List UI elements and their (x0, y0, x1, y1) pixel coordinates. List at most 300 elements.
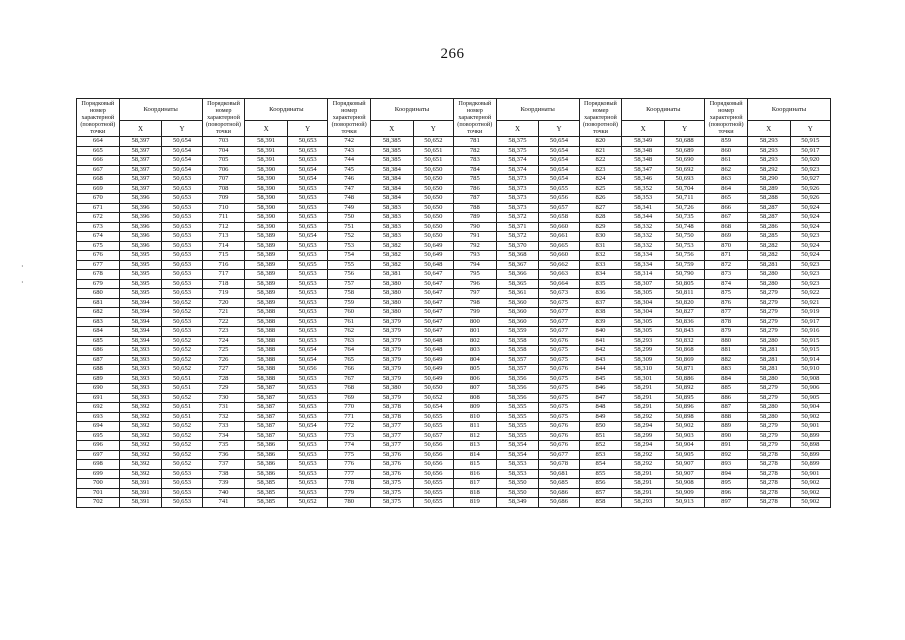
table-row (77, 422, 831, 432)
x-coordinate-cell: 58,281 (747, 365, 790, 375)
y-coordinate-cell: 50,650 (413, 175, 453, 185)
y-coordinate-cell: 50,676 (539, 422, 579, 432)
point-number-cell: 666 (77, 156, 120, 166)
y-coordinate-cell: 50,901 (790, 469, 830, 479)
y-coordinate-cell: 50,654 (413, 403, 453, 413)
x-coordinate-cell: 58,355 (496, 431, 539, 441)
x-coordinate-cell: 58,392 (119, 460, 162, 470)
point-number-cell: 730 (202, 393, 245, 403)
x-coordinate-cell: 58,394 (119, 308, 162, 318)
table-row (77, 479, 831, 489)
y-coordinate-cell: 50,675 (539, 374, 579, 384)
y-coordinate-cell: 50,827 (664, 308, 704, 318)
point-number-cell: 664 (77, 137, 120, 147)
x-coordinate-cell: 58,365 (496, 279, 539, 289)
y-coordinate-cell: 50,924 (790, 203, 830, 213)
y-coordinate-cell: 50,652 (162, 336, 202, 346)
x-coordinate-cell: 58,360 (496, 298, 539, 308)
x-coordinate-cell: 58,384 (370, 184, 413, 194)
coordinates-table (76, 98, 831, 508)
point-number-cell: 836 (579, 289, 622, 299)
x-coordinate-cell: 58,279 (747, 298, 790, 308)
x-coordinate-cell: 58,392 (119, 403, 162, 413)
point-number-cell: 744 (328, 156, 371, 166)
point-number-cell: 816 (453, 469, 496, 479)
y-coordinate-cell: 50,678 (539, 460, 579, 470)
point-number-cell: 809 (453, 403, 496, 413)
y-coordinate-cell: 50,650 (413, 232, 453, 242)
point-number-cell: 803 (453, 346, 496, 356)
x-coordinate-cell: 58,396 (119, 241, 162, 251)
y-coordinate-cell: 50,673 (539, 289, 579, 299)
x-coordinate-cell: 58,392 (119, 431, 162, 441)
point-number-cell: 681 (77, 298, 120, 308)
x-coordinate-cell: 58,384 (370, 165, 413, 175)
point-number-cell: 743 (328, 146, 371, 156)
table-row (77, 469, 831, 479)
header-point-number: Порядковый номер характерной (поворотной) точки (579, 99, 622, 137)
point-number-cell: 798 (453, 298, 496, 308)
x-coordinate-cell: 58,279 (747, 431, 790, 441)
x-coordinate-cell: 58,390 (245, 213, 288, 223)
y-coordinate-cell: 50,652 (162, 441, 202, 451)
x-coordinate-cell: 58,378 (370, 412, 413, 422)
header-x: X (622, 121, 665, 137)
y-coordinate-cell: 50,693 (664, 175, 704, 185)
point-number-cell: 848 (579, 403, 622, 413)
point-number-cell: 742 (328, 137, 371, 147)
header-y: Y (288, 121, 328, 137)
point-number-cell: 884 (705, 374, 748, 384)
point-number-cell: 731 (202, 403, 245, 413)
point-number-cell: 875 (705, 289, 748, 299)
x-coordinate-cell: 58,294 (622, 441, 665, 451)
x-coordinate-cell: 58,384 (370, 194, 413, 204)
y-coordinate-cell: 50,649 (413, 241, 453, 251)
y-coordinate-cell: 50,653 (288, 194, 328, 204)
x-coordinate-cell: 58,396 (119, 222, 162, 232)
x-coordinate-cell: 58,386 (245, 469, 288, 479)
x-coordinate-cell: 58,392 (119, 450, 162, 460)
point-number-cell: 791 (453, 232, 496, 242)
point-number-cell: 773 (328, 431, 371, 441)
point-number-cell: 671 (77, 203, 120, 213)
point-number-cell: 824 (579, 175, 622, 185)
y-coordinate-cell: 50,654 (162, 165, 202, 175)
point-number-cell: 711 (202, 213, 245, 223)
x-coordinate-cell: 58,287 (747, 213, 790, 223)
y-coordinate-cell: 50,653 (162, 194, 202, 204)
x-coordinate-cell: 58,393 (119, 365, 162, 375)
y-coordinate-cell: 50,653 (162, 279, 202, 289)
header-y: Y (413, 121, 453, 137)
x-coordinate-cell: 58,334 (622, 251, 665, 261)
header-point-number: Порядковый номер характерной (поворотной) точки (77, 99, 120, 137)
y-coordinate-cell: 50,663 (539, 270, 579, 280)
point-number-cell: 775 (328, 450, 371, 460)
x-coordinate-cell: 58,374 (496, 156, 539, 166)
point-number-cell: 897 (705, 498, 748, 508)
point-number-cell: 881 (705, 346, 748, 356)
y-coordinate-cell: 50,686 (539, 488, 579, 498)
y-coordinate-cell: 50,656 (413, 441, 453, 451)
header-coordinates: Координаты (622, 99, 705, 121)
y-coordinate-cell: 50,906 (790, 384, 830, 394)
point-number-cell: 732 (202, 412, 245, 422)
y-coordinate-cell: 50,692 (664, 165, 704, 175)
y-coordinate-cell: 50,923 (790, 260, 830, 270)
y-coordinate-cell: 50,677 (539, 308, 579, 318)
point-number-cell: 811 (453, 422, 496, 432)
point-number-cell: 796 (453, 279, 496, 289)
x-coordinate-cell: 58,293 (747, 137, 790, 147)
y-coordinate-cell: 50,805 (664, 279, 704, 289)
point-number-cell: 678 (77, 270, 120, 280)
x-coordinate-cell: 58,279 (747, 308, 790, 318)
x-coordinate-cell: 58,393 (119, 393, 162, 403)
x-coordinate-cell: 58,380 (370, 289, 413, 299)
point-number-cell: 668 (77, 175, 120, 185)
point-number-cell: 864 (705, 184, 748, 194)
y-coordinate-cell: 50,843 (664, 327, 704, 337)
point-number-cell: 756 (328, 270, 371, 280)
x-coordinate-cell: 58,383 (370, 203, 413, 213)
point-number-cell: 893 (705, 460, 748, 470)
y-coordinate-cell: 50,654 (539, 175, 579, 185)
point-number-cell: 887 (705, 403, 748, 413)
point-number-cell: 716 (202, 260, 245, 270)
y-coordinate-cell: 50,924 (790, 213, 830, 223)
y-coordinate-cell: 50,726 (664, 203, 704, 213)
y-coordinate-cell: 50,653 (162, 317, 202, 327)
x-coordinate-cell: 58,373 (496, 203, 539, 213)
y-coordinate-cell: 50,677 (539, 317, 579, 327)
point-number-cell: 787 (453, 194, 496, 204)
point-number-cell: 785 (453, 175, 496, 185)
x-coordinate-cell: 58,279 (747, 393, 790, 403)
point-number-cell: 858 (579, 498, 622, 508)
x-coordinate-cell: 58,379 (370, 374, 413, 384)
y-coordinate-cell: 50,653 (288, 469, 328, 479)
x-coordinate-cell: 58,373 (496, 175, 539, 185)
y-coordinate-cell: 50,649 (413, 374, 453, 384)
x-coordinate-cell: 58,375 (370, 488, 413, 498)
point-number-cell: 723 (202, 327, 245, 337)
table-row (77, 213, 831, 223)
y-coordinate-cell: 50,927 (790, 175, 830, 185)
y-coordinate-cell: 50,920 (790, 156, 830, 166)
point-number-cell: 749 (328, 203, 371, 213)
header-point-number: Порядковый номер характерной (поворотной) точки (705, 99, 748, 137)
x-coordinate-cell: 58,292 (622, 450, 665, 460)
y-coordinate-cell: 50,907 (664, 469, 704, 479)
y-coordinate-cell: 50,652 (162, 355, 202, 365)
header-x: X (370, 121, 413, 137)
point-number-cell: 776 (328, 460, 371, 470)
x-coordinate-cell: 58,353 (496, 460, 539, 470)
x-coordinate-cell: 58,392 (119, 441, 162, 451)
point-number-cell: 735 (202, 441, 245, 451)
point-number-cell: 806 (453, 374, 496, 384)
x-coordinate-cell: 58,397 (119, 137, 162, 147)
x-coordinate-cell: 58,281 (747, 346, 790, 356)
header-y: Y (790, 121, 830, 137)
point-number-cell: 807 (453, 384, 496, 394)
point-number-cell: 866 (705, 203, 748, 213)
y-coordinate-cell: 50,648 (413, 346, 453, 356)
point-number-cell: 688 (77, 365, 120, 375)
x-coordinate-cell: 58,375 (370, 498, 413, 508)
point-number-cell: 737 (202, 460, 245, 470)
y-coordinate-cell: 50,653 (288, 393, 328, 403)
y-coordinate-cell: 50,650 (413, 194, 453, 204)
y-coordinate-cell: 50,653 (288, 327, 328, 337)
x-coordinate-cell: 58,278 (747, 479, 790, 489)
point-number-cell: 727 (202, 365, 245, 375)
point-number-cell: 885 (705, 384, 748, 394)
x-coordinate-cell: 58,390 (245, 203, 288, 213)
point-number-cell: 878 (705, 317, 748, 327)
point-number-cell: 844 (579, 365, 622, 375)
point-number-cell: 695 (77, 431, 120, 441)
y-coordinate-cell: 50,685 (539, 479, 579, 489)
header-y: Y (539, 121, 579, 137)
point-number-cell: 876 (705, 298, 748, 308)
x-coordinate-cell: 58,292 (747, 165, 790, 175)
point-number-cell: 800 (453, 317, 496, 327)
x-coordinate-cell: 58,282 (747, 251, 790, 261)
x-coordinate-cell: 58,392 (119, 412, 162, 422)
y-coordinate-cell: 50,832 (664, 336, 704, 346)
point-number-cell: 762 (328, 327, 371, 337)
y-coordinate-cell: 50,653 (288, 441, 328, 451)
x-coordinate-cell: 58,289 (747, 184, 790, 194)
y-coordinate-cell: 50,922 (790, 289, 830, 299)
x-coordinate-cell: 58,380 (370, 298, 413, 308)
header-x: X (119, 121, 162, 137)
x-coordinate-cell: 58,377 (370, 422, 413, 432)
point-number-cell: 834 (579, 270, 622, 280)
point-number-cell: 670 (77, 194, 120, 204)
y-coordinate-cell: 50,653 (162, 260, 202, 270)
y-coordinate-cell: 50,662 (539, 260, 579, 270)
table-row (77, 393, 831, 403)
x-coordinate-cell: 58,394 (119, 317, 162, 327)
point-number-cell: 709 (202, 194, 245, 204)
x-coordinate-cell: 58,383 (370, 222, 413, 232)
y-coordinate-cell: 50,909 (664, 488, 704, 498)
y-coordinate-cell: 50,651 (162, 412, 202, 422)
y-coordinate-cell: 50,654 (539, 156, 579, 166)
x-coordinate-cell: 58,397 (119, 165, 162, 175)
margin-mark: · (21, 262, 24, 271)
point-number-cell: 861 (705, 156, 748, 166)
point-number-cell: 760 (328, 308, 371, 318)
x-coordinate-cell: 58,293 (622, 336, 665, 346)
x-coordinate-cell: 58,356 (496, 374, 539, 384)
point-number-cell: 852 (579, 441, 622, 451)
y-coordinate-cell: 50,898 (790, 441, 830, 451)
x-coordinate-cell: 58,359 (496, 327, 539, 337)
point-number-cell: 708 (202, 184, 245, 194)
point-number-cell: 793 (453, 251, 496, 261)
x-coordinate-cell: 58,391 (245, 146, 288, 156)
margin-mark: · (21, 278, 24, 287)
y-coordinate-cell: 50,653 (288, 412, 328, 422)
point-number-cell: 801 (453, 327, 496, 337)
point-number-cell: 892 (705, 450, 748, 460)
x-coordinate-cell: 58,387 (245, 393, 288, 403)
y-coordinate-cell: 50,657 (539, 203, 579, 213)
x-coordinate-cell: 58,370 (496, 241, 539, 251)
x-coordinate-cell: 58,279 (747, 289, 790, 299)
y-coordinate-cell: 50,886 (664, 374, 704, 384)
y-coordinate-cell: 50,654 (162, 137, 202, 147)
point-number-cell: 738 (202, 469, 245, 479)
x-coordinate-cell: 58,305 (622, 317, 665, 327)
point-number-cell: 855 (579, 469, 622, 479)
point-number-cell: 786 (453, 184, 496, 194)
x-coordinate-cell: 58,304 (622, 298, 665, 308)
table-row (77, 336, 831, 346)
point-number-cell: 721 (202, 308, 245, 318)
point-number-cell: 729 (202, 384, 245, 394)
y-coordinate-cell: 50,653 (288, 156, 328, 166)
table-row (77, 498, 831, 508)
point-number-cell: 734 (202, 431, 245, 441)
y-coordinate-cell: 50,653 (288, 184, 328, 194)
x-coordinate-cell: 58,372 (496, 232, 539, 242)
point-number-cell: 724 (202, 336, 245, 346)
x-coordinate-cell: 58,291 (622, 479, 665, 489)
y-coordinate-cell: 50,656 (413, 460, 453, 470)
x-coordinate-cell: 58,290 (747, 175, 790, 185)
point-number-cell: 794 (453, 260, 496, 270)
point-number-cell: 868 (705, 222, 748, 232)
point-number-cell: 690 (77, 384, 120, 394)
y-coordinate-cell: 50,689 (664, 146, 704, 156)
point-number-cell: 782 (453, 146, 496, 156)
x-coordinate-cell: 58,395 (119, 260, 162, 270)
x-coordinate-cell: 58,393 (119, 384, 162, 394)
x-coordinate-cell: 58,387 (245, 422, 288, 432)
x-coordinate-cell: 58,279 (747, 327, 790, 337)
x-coordinate-cell: 58,393 (119, 355, 162, 365)
point-number-cell: 679 (77, 279, 120, 289)
x-coordinate-cell: 58,388 (245, 327, 288, 337)
x-coordinate-cell: 58,358 (496, 346, 539, 356)
y-coordinate-cell: 50,652 (162, 450, 202, 460)
x-coordinate-cell: 58,388 (245, 336, 288, 346)
x-coordinate-cell: 58,282 (747, 241, 790, 251)
x-coordinate-cell: 58,389 (245, 260, 288, 270)
x-coordinate-cell: 58,385 (370, 137, 413, 147)
y-coordinate-cell: 50,654 (288, 232, 328, 242)
y-coordinate-cell: 50,902 (790, 479, 830, 489)
y-coordinate-cell: 50,647 (413, 279, 453, 289)
x-coordinate-cell: 58,280 (747, 279, 790, 289)
point-number-cell: 845 (579, 374, 622, 384)
point-number-cell: 757 (328, 279, 371, 289)
y-coordinate-cell: 50,923 (790, 232, 830, 242)
point-number-cell: 804 (453, 355, 496, 365)
table-row (77, 289, 831, 299)
x-coordinate-cell: 58,293 (747, 146, 790, 156)
x-coordinate-cell: 58,391 (119, 479, 162, 489)
table-row (77, 146, 831, 156)
point-number-cell: 792 (453, 241, 496, 251)
x-coordinate-cell: 58,393 (119, 346, 162, 356)
y-coordinate-cell: 50,653 (288, 479, 328, 489)
y-coordinate-cell: 50,675 (539, 298, 579, 308)
y-coordinate-cell: 50,653 (288, 374, 328, 384)
point-number-cell: 740 (202, 488, 245, 498)
point-number-cell: 770 (328, 403, 371, 413)
point-number-cell: 849 (579, 412, 622, 422)
y-coordinate-cell: 50,653 (162, 213, 202, 223)
table-row (77, 203, 831, 213)
x-coordinate-cell: 58,397 (119, 146, 162, 156)
y-coordinate-cell: 50,898 (664, 412, 704, 422)
x-coordinate-cell: 58,341 (622, 203, 665, 213)
y-coordinate-cell: 50,653 (162, 327, 202, 337)
x-coordinate-cell: 58,288 (747, 194, 790, 204)
y-coordinate-cell: 50,820 (664, 298, 704, 308)
y-coordinate-cell: 50,654 (288, 165, 328, 175)
y-coordinate-cell: 50,654 (539, 146, 579, 156)
point-number-cell: 874 (705, 279, 748, 289)
table-row (77, 431, 831, 441)
point-number-cell: 777 (328, 469, 371, 479)
y-coordinate-cell: 50,919 (790, 308, 830, 318)
y-coordinate-cell: 50,653 (288, 279, 328, 289)
point-number-cell: 694 (77, 422, 120, 432)
x-coordinate-cell: 58,374 (496, 165, 539, 175)
x-coordinate-cell: 58,385 (370, 146, 413, 156)
x-coordinate-cell: 58,371 (496, 222, 539, 232)
x-coordinate-cell: 58,352 (622, 184, 665, 194)
point-number-cell: 820 (579, 137, 622, 147)
point-number-cell: 888 (705, 412, 748, 422)
y-coordinate-cell: 50,652 (288, 498, 328, 508)
y-coordinate-cell: 50,924 (790, 222, 830, 232)
point-number-cell: 686 (77, 346, 120, 356)
y-coordinate-cell: 50,901 (790, 422, 830, 432)
x-coordinate-cell: 58,387 (245, 384, 288, 394)
x-coordinate-cell: 58,395 (119, 289, 162, 299)
point-number-cell: 745 (328, 165, 371, 175)
x-coordinate-cell: 58,386 (245, 460, 288, 470)
x-coordinate-cell: 58,279 (747, 384, 790, 394)
x-coordinate-cell: 58,380 (370, 308, 413, 318)
header-coordinates: Координаты (119, 99, 202, 121)
point-number-cell: 722 (202, 317, 245, 327)
x-coordinate-cell: 58,395 (119, 270, 162, 280)
y-coordinate-cell: 50,651 (413, 146, 453, 156)
y-coordinate-cell: 50,902 (664, 422, 704, 432)
y-coordinate-cell: 50,676 (539, 365, 579, 375)
x-coordinate-cell: 58,388 (245, 355, 288, 365)
table-row (77, 403, 831, 413)
y-coordinate-cell: 50,655 (413, 479, 453, 489)
y-coordinate-cell: 50,675 (539, 384, 579, 394)
point-number-cell: 676 (77, 251, 120, 261)
x-coordinate-cell: 58,386 (245, 441, 288, 451)
point-number-cell: 867 (705, 213, 748, 223)
y-coordinate-cell: 50,653 (288, 431, 328, 441)
table-row (77, 260, 831, 270)
header-point-number: Порядковый номер характерной (поворотной) точки (328, 99, 371, 137)
